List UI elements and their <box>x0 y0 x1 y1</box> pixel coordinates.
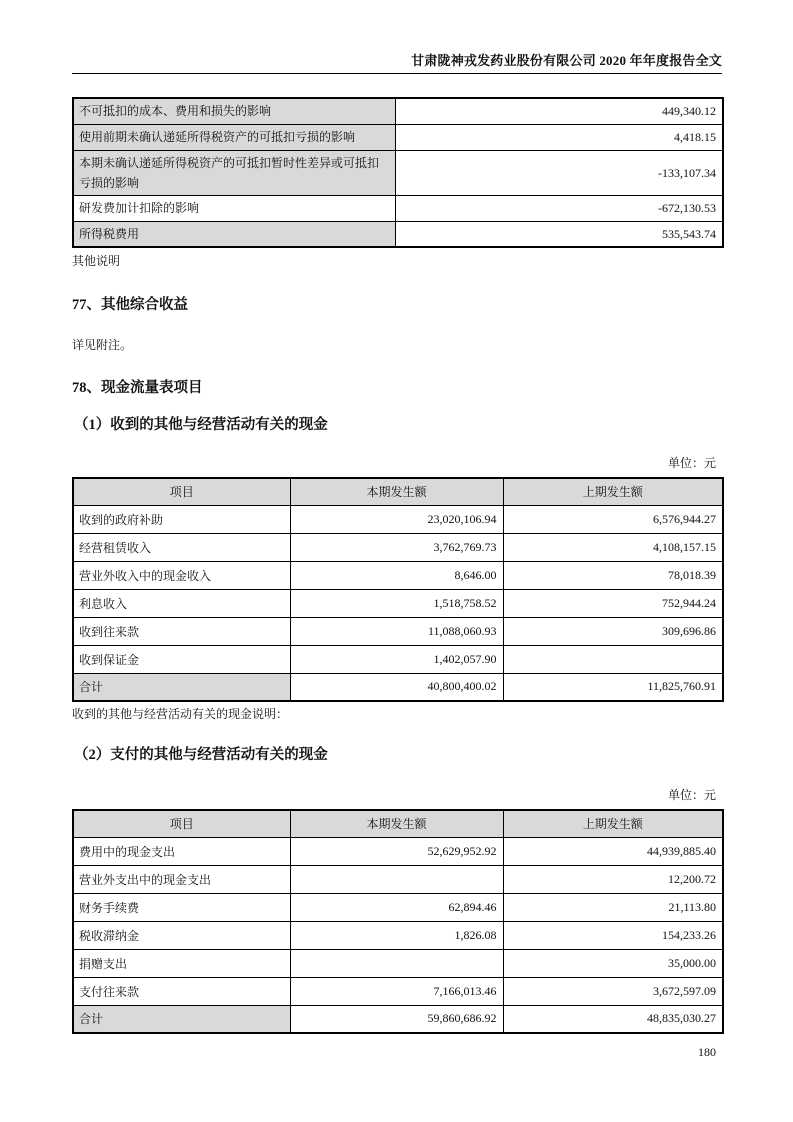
row-label-cell: 捐赠支出 <box>73 949 290 977</box>
section-78-heading: 78、现金流量表项目 <box>72 380 203 396</box>
row-label-cell: 财务手续费 <box>73 893 290 921</box>
table-row <box>73 589 723 617</box>
prior-period-cell: 12,200.72 <box>503 865 723 893</box>
current-period-cell: 62,894.46 <box>290 893 503 921</box>
table-row <box>73 195 723 221</box>
prior-period-cell <box>503 645 723 673</box>
current-period-cell: 52,629,952.92 <box>290 837 503 865</box>
total-label-cell: 合计 <box>73 673 290 701</box>
row-label-cell: 营业外支出中的现金支出 <box>73 865 290 893</box>
row-label-cell: 利息收入 <box>73 589 290 617</box>
header-divider <box>72 73 722 74</box>
page-content <box>72 0 722 1034</box>
table-total-row <box>73 1005 723 1033</box>
column-header-item: 项目 <box>73 478 290 505</box>
prior-period-cell: 154,233.26 <box>503 921 723 949</box>
table-header-row <box>73 810 723 837</box>
section-77-body: 详见附注。 <box>72 338 133 352</box>
current-period-cell: 1,518,758.52 <box>290 589 503 617</box>
prior-period-cell: 309,696.86 <box>503 617 723 645</box>
unit-label: 单位：元 <box>667 788 716 802</box>
row-label-cell: 支付往来款 <box>73 977 290 1005</box>
table-row <box>73 221 723 247</box>
current-period-total-cell: 40,800,400.02 <box>290 673 503 701</box>
row-label-cell: 税收滞纳金 <box>73 921 290 949</box>
table-header-row <box>73 478 723 505</box>
prior-period-cell: 3,672,597.09 <box>503 977 723 1005</box>
row-label-cell: 营业外收入中的现金收入 <box>73 561 290 589</box>
current-period-total-cell: 59,860,686.92 <box>290 1005 503 1033</box>
total-label-cell: 合计 <box>73 1005 290 1033</box>
current-period-cell: 1,402,057.90 <box>290 645 503 673</box>
table-row <box>73 150 723 195</box>
current-period-cell <box>290 949 503 977</box>
current-period-cell: 3,762,769.73 <box>290 533 503 561</box>
row-label-cell: 经营租赁收入 <box>73 533 290 561</box>
table-row <box>73 645 723 673</box>
table-row <box>73 977 723 1005</box>
table-row <box>73 893 723 921</box>
prior-period-cell: 6,576,944.27 <box>503 505 723 533</box>
prior-period-cell: 21,113.80 <box>503 893 723 921</box>
table-row <box>73 949 723 977</box>
row-label-cell: 不可抵扣的成本、费用和损失的影响 <box>73 98 395 124</box>
prior-period-total-cell: 48,835,030.27 <box>503 1005 723 1033</box>
prior-period-cell: 78,018.39 <box>503 561 723 589</box>
table-row <box>73 921 723 949</box>
table-row <box>73 533 723 561</box>
report-header-title: 甘肃陇神戎发药业股份有限公司 2020 年年度报告全文 <box>411 53 722 68</box>
prior-period-cell: 4,108,157.15 <box>503 533 723 561</box>
current-period-cell: 23,020,106.94 <box>290 505 503 533</box>
column-header-current-period: 本期发生额 <box>290 478 503 505</box>
row-value-cell: 4,418.15 <box>395 124 723 150</box>
row-value-cell: 535,543.74 <box>395 221 723 247</box>
table-row <box>73 124 723 150</box>
section-77-heading: 77、其他综合收益 <box>72 297 188 313</box>
current-period-cell: 7,166,013.46 <box>290 977 503 1005</box>
row-label-cell: 收到的政府补助 <box>73 505 290 533</box>
prior-period-cell: 35,000.00 <box>503 949 723 977</box>
income-tax-adjustment-table <box>72 97 724 248</box>
row-label-cell: 所得税费用 <box>73 221 395 247</box>
prior-period-cell: 44,939,885.40 <box>503 837 723 865</box>
received-cash-note: 收到的其他与经营活动有关的现金说明： <box>72 707 289 721</box>
other-note-text: 其他说明 <box>72 254 121 268</box>
row-label-cell: 收到保证金 <box>73 645 290 673</box>
column-header-current-period: 本期发生额 <box>290 810 503 837</box>
row-label-cell: 使用前期未确认递延所得税资产的可抵扣亏损的影响 <box>73 124 395 150</box>
subsection-2-heading: （2）支付的其他与经营活动有关的现金 <box>74 747 328 763</box>
current-period-cell: 8,646.00 <box>290 561 503 589</box>
row-label-cell: 收到往来款 <box>73 617 290 645</box>
row-value-cell: 449,340.12 <box>395 98 723 124</box>
current-period-cell: 1,826.08 <box>290 921 503 949</box>
table-row <box>73 98 723 124</box>
row-label-cell: 本期未确认递延所得税资产的可抵扣暂时性差异或可抵扣亏损的影响 <box>73 150 395 195</box>
table-row <box>73 505 723 533</box>
table-row <box>73 617 723 645</box>
page-number: 180 <box>698 1045 716 1059</box>
current-period-cell: 11,088,060.93 <box>290 617 503 645</box>
column-header-prior-period: 上期发生额 <box>503 478 723 505</box>
unit-label: 单位：元 <box>667 456 716 470</box>
subsection-1-heading: （1）收到的其他与经营活动有关的现金 <box>74 417 328 433</box>
row-value-cell: -672,130.53 <box>395 195 723 221</box>
prior-period-total-cell: 11,825,760.91 <box>503 673 723 701</box>
current-period-cell <box>290 865 503 893</box>
table-total-row <box>73 673 723 701</box>
table-row <box>73 865 723 893</box>
column-header-prior-period: 上期发生额 <box>503 810 723 837</box>
row-label-cell: 研发费加计扣除的影响 <box>73 195 395 221</box>
table-row <box>73 561 723 589</box>
table-row <box>73 837 723 865</box>
row-value-cell: -133,107.34 <box>395 150 723 195</box>
cash-received-table <box>72 477 724 702</box>
prior-period-cell: 752,944.24 <box>503 589 723 617</box>
row-label-cell: 费用中的现金支出 <box>73 837 290 865</box>
cash-paid-table <box>72 809 724 1034</box>
column-header-item: 项目 <box>73 810 290 837</box>
